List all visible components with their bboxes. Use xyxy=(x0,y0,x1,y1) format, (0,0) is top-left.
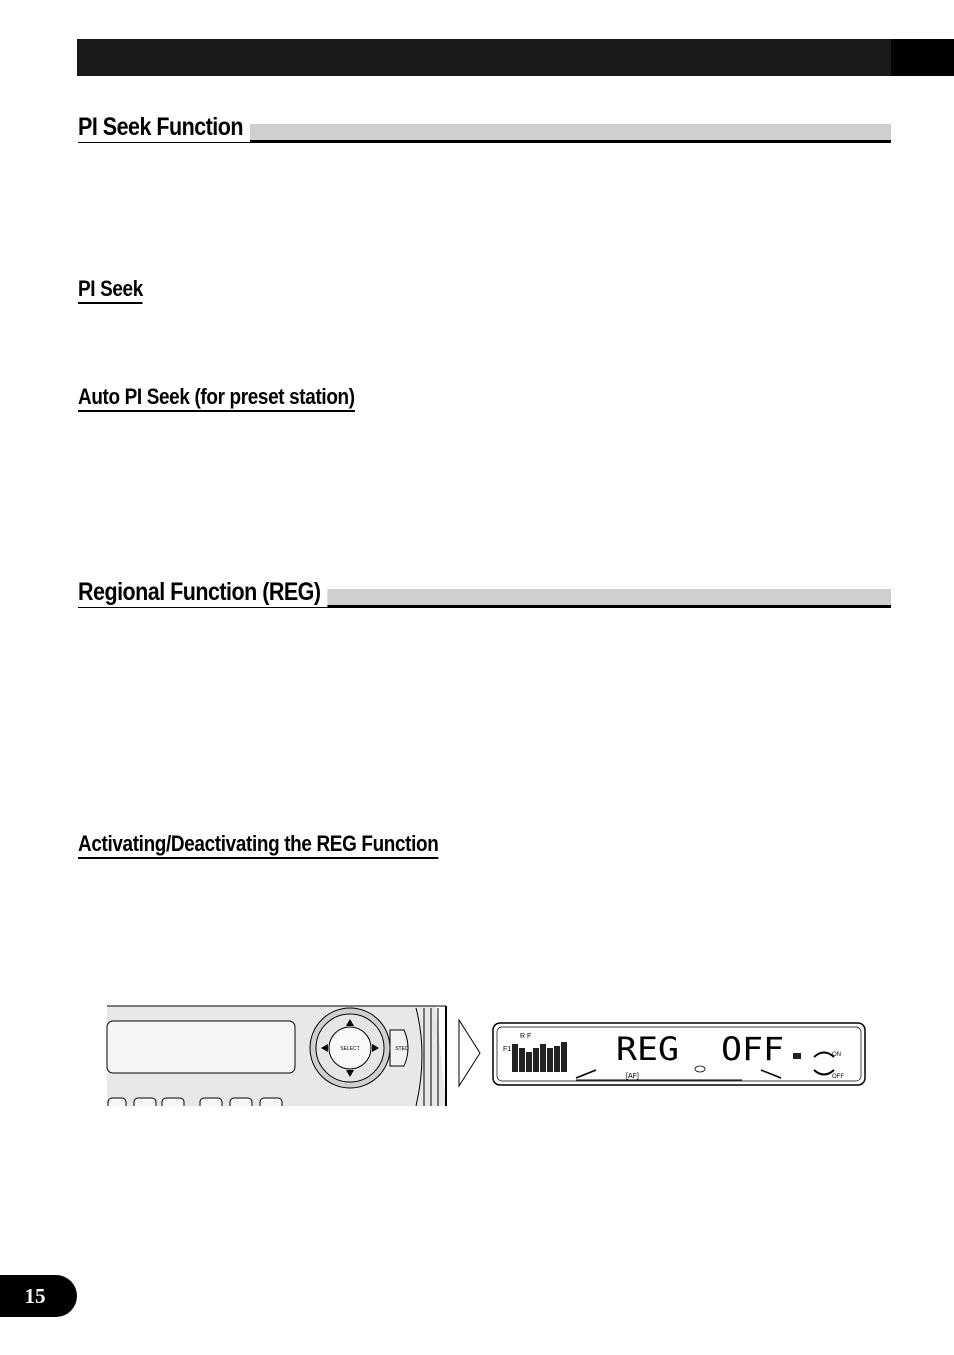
subheading-activating-reg: Activating/Deactivating the REG Function xyxy=(78,831,438,859)
steq-button[interactable]: STEQ xyxy=(395,1046,409,1052)
subheading-pi-seek: PI Seek xyxy=(78,276,143,304)
subheading-auto-pi-seek: Auto PI Seek (for preset station) xyxy=(78,384,355,412)
section-title-text: PI Seek Function xyxy=(78,112,250,142)
display-band-label: F1 xyxy=(503,1046,512,1053)
lcd-display xyxy=(493,1023,865,1085)
section-title-regional-function xyxy=(78,577,891,607)
display-af-label: [AF] xyxy=(626,1073,639,1080)
page-number: 15 xyxy=(24,1284,46,1308)
pointer-arrow-icon xyxy=(459,1020,480,1086)
header-bar xyxy=(77,39,891,76)
section-title-pi-seek-function xyxy=(78,112,891,142)
display-main-text: REG OFF xyxy=(616,1030,784,1068)
header-tab xyxy=(891,39,954,76)
select-button[interactable]: SELECT xyxy=(340,1046,360,1052)
head-unit-illustration xyxy=(106,1004,868,1106)
section-title-text: Regional Function (REG) xyxy=(78,577,327,607)
head-unit xyxy=(107,1006,446,1106)
display-on-label: ON xyxy=(832,1052,841,1058)
display-off-label: OFF xyxy=(832,1074,844,1080)
display-left-indicators: R F xyxy=(520,1033,532,1040)
